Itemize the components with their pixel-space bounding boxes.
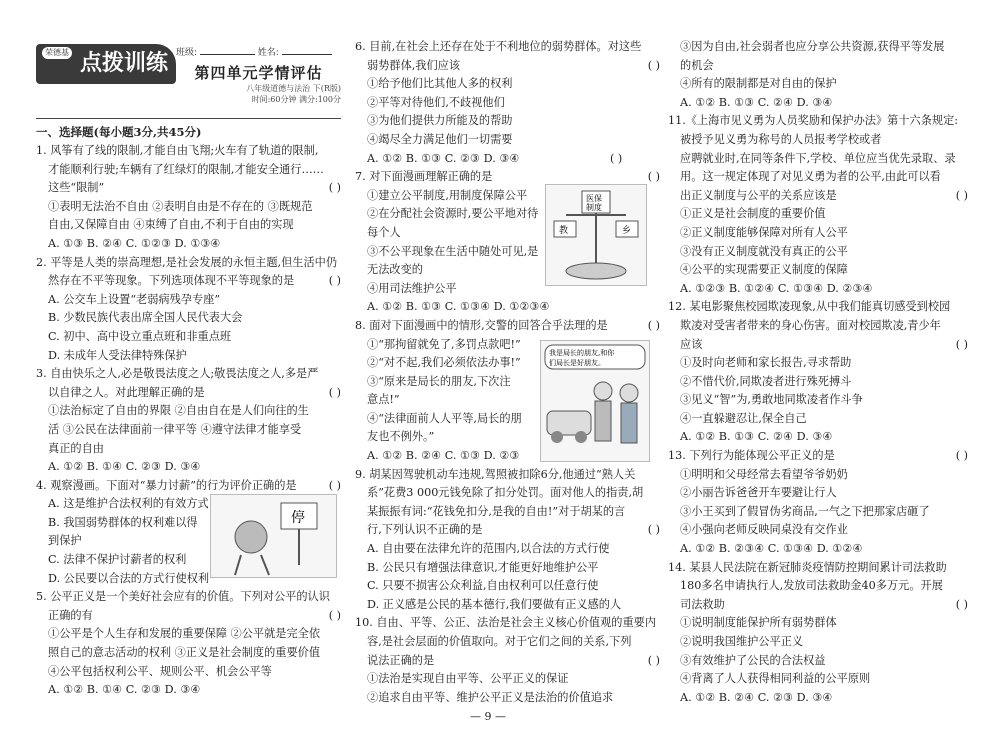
question-text: 每个人 — [367, 225, 401, 239]
question-line — [668, 168, 968, 187]
question-text: 5. 公平正义是一个美好社会应有的价值。下列对公平的认识 — [36, 590, 330, 604]
label-education: 教 — [559, 226, 569, 236]
question-text: 被授予见义勇为称号的人员报考学校或者 — [680, 132, 882, 146]
question-text: ②不惜代价,同欺凌者进行殊死搏斗 — [680, 374, 852, 388]
question-line — [355, 298, 660, 317]
question-line — [36, 625, 341, 644]
question-line — [36, 365, 341, 384]
question-line — [355, 75, 660, 94]
question-line — [36, 309, 341, 328]
speech-line-2: 们局长是好朋友。 — [549, 359, 605, 367]
question-line — [668, 689, 968, 708]
question-text: 9. 胡某因驾驶机动车违规,驾照被扣除6分,他通过“熟人关 — [355, 467, 636, 481]
answer-blank[interactable]: ( ) — [647, 523, 660, 537]
answer-blank[interactable]: ( ) — [955, 597, 968, 611]
cartoon-sign-text: 停 — [291, 510, 305, 526]
question-line — [36, 198, 341, 217]
time-score: 时间:60分钟 满分:100分 — [251, 95, 341, 104]
question-line — [36, 458, 341, 477]
question-text: 无法改变的 — [367, 263, 423, 277]
answer-blank[interactable]: ( ) — [328, 385, 341, 399]
question-line — [355, 614, 660, 633]
title-banner — [176, 44, 341, 105]
question-line — [355, 540, 660, 559]
question-text: 才能顺利行驶;车辆有了红绿灯的限制,才能安全通行…… — [48, 162, 324, 176]
question-line — [36, 347, 341, 366]
question-text: 以自律之人。对此理解正确的是 — [48, 385, 205, 399]
question-text: ②小丽告诉爸爸开车要避让行人 — [680, 486, 837, 500]
question-text: 用。这一规定体现了对见义勇为者的公平,由此可以看 — [680, 170, 941, 184]
question-line — [36, 272, 341, 291]
question-text: ①表明无法治不自由 ②表明自由是不存在的 ③既规范 — [48, 199, 313, 213]
question-text: A. ①② B. ①③ C. ②④ D. ③④ — [680, 95, 833, 109]
question-line — [668, 540, 968, 559]
question-line — [355, 559, 660, 578]
question-line — [355, 57, 660, 76]
question-text: 的机会 — [680, 58, 714, 72]
cartoon-wage-protest — [210, 494, 337, 578]
question-line — [668, 57, 968, 76]
answer-blank[interactable]: ( ) — [647, 318, 660, 332]
question-text: ③见义“智”为,勇敢地同欺凌者作斗争 — [680, 393, 863, 407]
question-line — [355, 577, 660, 596]
question-line — [668, 131, 968, 150]
question-line — [355, 596, 660, 615]
class-field[interactable] — [200, 54, 255, 55]
question-text: ③因为自由,社会弱者也应分享公共资源,获得平等发展 — [680, 40, 945, 53]
question-line — [668, 670, 968, 689]
question-line — [668, 243, 968, 262]
question-line — [668, 577, 968, 596]
question-line — [36, 291, 341, 310]
label-system: 制度 — [586, 203, 602, 212]
question-text: C. 初中、高中设立重点班和非重点班 — [48, 329, 232, 343]
question-line — [668, 38, 968, 57]
question-line — [355, 503, 660, 522]
answer-blank[interactable]: ( ) — [328, 274, 341, 288]
question-line — [355, 317, 660, 336]
column-right — [668, 38, 968, 707]
question-text: 自由,又保障自由 ④束缚了自由,不利于自由的实现 — [48, 218, 294, 232]
section-title: 一、选择题(每小题3分,共45分) — [36, 125, 202, 139]
question-line — [355, 633, 660, 652]
answer-blank[interactable]: ( ) — [955, 337, 968, 351]
question-line — [36, 142, 341, 161]
question-text: 意点!” — [367, 393, 400, 407]
question-text: ②追求自由平等、维护公平正义是法治的价值追求 — [367, 690, 614, 704]
label-village: 乡 — [622, 226, 632, 236]
question-line — [36, 216, 341, 235]
question-text: A. ①② B. ①④ C. ②③ D. ③④ — [48, 683, 201, 697]
question-text: 弱势群体,我们应该 — [367, 58, 461, 72]
question-text: 说法正确的是 — [367, 653, 435, 667]
question-text: A. 公交车上设置“老弱病残孕专座” — [48, 292, 221, 306]
question-text: A. ①③ B. ②④ C. ①②③ D. ①③④ — [48, 236, 221, 250]
question-text: 照自己的意志活动的权利 ③正义是社会制度的重要价值 — [48, 646, 321, 660]
question-line — [668, 559, 968, 578]
question-text: 8. 面对下面漫画中的情形,交警的回答合乎法理的是 — [355, 318, 608, 332]
question-line — [668, 447, 968, 466]
question-line — [668, 596, 968, 615]
question-line — [36, 477, 341, 496]
question-text: D. 公民要以合法的方式行使权利 — [48, 571, 210, 585]
question-text: 然存在不平等现象。下列选项体现不平等现象的是 — [48, 274, 295, 288]
question-text: 真正的自由 — [48, 441, 104, 455]
answer-blank[interactable]: ( ) — [955, 188, 968, 202]
question-text: B. 公民只有增强法律意识,才能更好地维护公平 — [367, 560, 599, 574]
question-line — [36, 384, 341, 403]
question-text: 13. 下列行为能体现公平正义的是 — [668, 449, 835, 463]
question-line — [668, 652, 968, 671]
question-text: 这些“限制” — [48, 181, 105, 195]
question-line — [36, 421, 341, 440]
question-line — [36, 235, 341, 254]
question-line — [668, 466, 968, 485]
answer-blank[interactable]: ( ) — [955, 449, 968, 463]
question-text: A. ①② B. ①③ C. ②③ D. ③④ — [367, 151, 520, 165]
question-text: 14. 某县人民法院在新冠肺炎疫情防控期间累计司法救助 — [668, 560, 947, 574]
question-text: A. ①② B. ①④ C. ②③ D. ③④ — [48, 460, 201, 474]
question-line — [668, 614, 968, 633]
question-line — [36, 681, 341, 700]
question-text: ④公平的实现需要正义制度的保障 — [680, 263, 848, 277]
question-line — [36, 644, 341, 663]
question-text: 容,是社会层面的价值取向。对于它们之间的关系,下列 — [367, 635, 632, 648]
question-text: ①给予他们比其他人多的权利 — [367, 77, 513, 91]
question-text: 2. 平等是人类的崇高理想,是社会发展的永恒主题,但生活中仍 — [36, 255, 338, 269]
question-line — [355, 484, 660, 503]
cartoon-traffic-police — [540, 340, 650, 462]
question-text: ②正义制度能够保障对所有人公平 — [680, 225, 848, 239]
question-text: ①法治是实现自由平等、公平正义的保证 — [367, 672, 569, 686]
question-text: 180多名申请执行人,发放司法救助金40多万元。开展 — [680, 579, 943, 593]
question-line — [355, 131, 660, 150]
question-text: ②在分配社会资源时,要公平地对待 — [367, 207, 539, 221]
question-text: D. 未成年人受法律特殊保护 — [48, 348, 187, 362]
question-text: 应聘就业时,在同等条件下,学校、单位应当优先录取、录 — [680, 151, 956, 165]
question-text: 司法救助 — [680, 597, 725, 611]
class-label: 班级: — [176, 48, 198, 58]
question-text: 欺凌对受害者带来的身心伤害。面对校园欺凌,青少年 — [680, 318, 941, 332]
name-label: 姓名: — [257, 48, 279, 58]
question-text: ④一直躲避忍让,保全自己 — [680, 411, 807, 425]
question-line — [355, 150, 660, 169]
question-text: 11.《上海市见义勇为人员奖励和保护办法》第十六条规定: — [668, 114, 959, 128]
question-line — [668, 373, 968, 392]
question-line — [355, 652, 660, 671]
answer-blank[interactable]: ( ) — [328, 478, 341, 492]
question-line — [355, 670, 660, 689]
question-text: ①建立公平制度,用制度保障公平 — [367, 188, 528, 202]
question-line — [668, 280, 968, 299]
question-line — [355, 38, 660, 57]
answer-blank[interactable]: ( ) — [647, 170, 660, 184]
answer-blank[interactable]: ( ) — [610, 151, 623, 165]
question-line — [36, 607, 341, 626]
question-text: ③为他们提供力所能及的帮助 — [367, 114, 513, 128]
question-text: ③没有正义制度就没有真正的公平 — [680, 244, 848, 258]
question-text: ①说明制度能保护所有弱势群体 — [680, 616, 837, 630]
question-text: 7. 对下面漫画理解正确的是 — [355, 170, 493, 184]
question-line — [668, 298, 968, 317]
question-text: ①及时向老师和家长报告,寻求帮助 — [680, 356, 852, 370]
question-text: 4. 观察漫画。下面对“暴力讨薪”的行为评价正确的是 — [36, 478, 297, 492]
question-text: ①公平是个人生存和发展的重要保障 ②公平就是完全依 — [48, 627, 321, 641]
question-text: 活 ③公民在法律面前一律平等 ④遵守法律才能享受 — [48, 422, 302, 436]
page-header — [36, 36, 341, 118]
question-text: 应该 — [680, 337, 703, 351]
question-text: ④公平包括权利公平、规则公平、机会公平等 — [48, 664, 272, 678]
question-line — [36, 328, 341, 347]
question-line — [668, 354, 968, 373]
question-text: ①正义是社会制度的重要价值 — [680, 207, 826, 221]
question-text: A. ①② B. ①③ C. ①③④ D. ①②③④ — [367, 300, 550, 314]
question-text: ④用司法维护公平 — [367, 281, 457, 295]
question-text: A. 这是维护合法权利的有效方式 — [48, 497, 209, 511]
question-text: A. 自由要在法律允许的范围内,以合法的方式行使 — [367, 542, 610, 556]
question-line — [355, 466, 660, 485]
question-line — [668, 428, 968, 447]
question-line — [668, 224, 968, 243]
question-text: ④背离了人人获得相同利益的公平原则 — [680, 672, 871, 686]
question-text: 6. 目前,在社会上还存在处于不利地位的弱势群体。对这些 — [355, 40, 642, 53]
question-line — [668, 112, 968, 131]
question-text: 系”花费3 000元钱免除了扣分处罚。面对他人的指责,胡 — [367, 486, 644, 500]
label-medical: 医保 — [586, 194, 602, 203]
question-text: ④“法律面前人人平等,局长的朋 — [367, 411, 522, 425]
question-line — [668, 205, 968, 224]
question-text: 到保护 — [48, 534, 82, 548]
question-line — [36, 663, 341, 682]
question-text: ②“对不起,我们必须依法办事!” — [367, 356, 521, 370]
question-text: ①明明和父母经常去看望爷爷奶奶 — [680, 467, 848, 481]
question-text: ①法治标定了自由的界限 ②自由自在是人们向往的生 — [48, 404, 309, 418]
brand-logo — [36, 44, 176, 84]
question-line — [668, 261, 968, 280]
question-text: ③不公平现象在生活中随处可见,是 — [367, 244, 539, 258]
page-title: 第四单元学情评估 — [194, 64, 323, 82]
question-text: ③小王买到了假冒伪劣商品,一气之下把那家店砸了 — [680, 504, 930, 518]
question-text: ④所有的限制都是对自由的保护 — [680, 77, 837, 91]
question-line — [355, 521, 660, 540]
question-line — [668, 503, 968, 522]
question-line — [668, 521, 968, 540]
question-text: ②说明我国维护公平正义 — [680, 635, 804, 648]
question-line — [36, 179, 341, 198]
question-text: ④小强向老师反映同桌没有交作业 — [680, 523, 848, 537]
question-text: 10. 自由、平等、公正、法治是社会主义核心价值观的重要内 — [355, 616, 657, 630]
question-line — [668, 391, 968, 410]
speech-line-1: 我是局长的朋友,和你 — [549, 349, 615, 357]
student-fields — [176, 44, 341, 62]
question-line — [36, 161, 341, 180]
question-line — [668, 75, 968, 94]
question-text: A. ①② B. ②③④ C. ①③④ D. ①②④ — [680, 542, 863, 556]
question-line — [668, 150, 968, 169]
question-text: C. 法律不保护讨薪者的权利 — [48, 553, 187, 567]
question-text: ④竭尽全力满足他们一切需要 — [367, 132, 513, 146]
question-line — [668, 484, 968, 503]
question-text: A. ①② B. ①③ C. ②④ D. ③④ — [680, 430, 833, 444]
question-text: 3. 自由快乐之人,必是敬畏法度之人;敬畏法度之人,多是严 — [36, 367, 319, 381]
brand-name: 点拨训练 — [79, 51, 168, 76]
brand-small: 荣德基 — [42, 47, 72, 59]
question-text: 行,下列认识不正确的是 — [367, 523, 483, 537]
question-text: D. 正义感是公民的基本德行,我们要做有正义感的人 — [367, 597, 622, 611]
question-text: A. ①② B. ②④ C. ①③ D. ②③ — [367, 449, 520, 463]
question-line — [668, 94, 968, 113]
question-line — [36, 254, 341, 273]
question-line — [36, 588, 341, 607]
question-text: B. 少数民族代表出席全国人民代表大会 — [48, 311, 243, 325]
answer-blank[interactable]: ( ) — [328, 181, 341, 195]
question-line — [668, 187, 968, 206]
question-line — [36, 440, 341, 459]
answer-blank[interactable]: ( ) — [647, 58, 660, 72]
question-text: C. 只要不损害公众利益,自由权利可以任意行使 — [367, 579, 599, 593]
column-left — [36, 142, 341, 700]
question-line — [668, 336, 968, 355]
question-text: ①“那拘留就免了,多罚点款吧!” — [367, 337, 521, 351]
header-divider — [36, 118, 341, 119]
question-text: A. ①② B. ②④ C. ②③ D. ③④ — [680, 690, 833, 704]
question-text: ③“原来是局长的朋友,下次注 — [367, 374, 511, 388]
answer-blank[interactable]: ( ) — [328, 608, 341, 622]
question-text: 正确的有 — [48, 608, 93, 622]
question-text: A. ①②③ B. ①②④ C. ①③④ D. ②③④ — [680, 281, 873, 295]
question-line — [668, 410, 968, 429]
page-number: — 9 — — [470, 710, 506, 723]
question-text: B. 我国弱势群体的权利难以得 — [48, 515, 198, 529]
question-text: ②平等对待他们,不歧视他们 — [367, 95, 505, 109]
question-text: ③有效维护了公民的合法权益 — [680, 653, 826, 667]
question-text: 出正义制度与公平的关系应该是 — [680, 188, 837, 202]
question-text: 某振振有词:“花钱免扣分,是我的自由!”对于胡某的言 — [367, 504, 626, 518]
question-text: 1. 风筝有了线的限制,才能自由飞翔;火车有了轨道的限制, — [36, 144, 319, 157]
question-line — [355, 689, 660, 708]
page-subtitle: 八年级道德与法治 下(R版) — [246, 84, 341, 93]
question-line — [668, 633, 968, 652]
cartoon-fair-scale — [545, 184, 647, 286]
question-text: 友也不例外。” — [367, 430, 435, 444]
question-line — [355, 112, 660, 131]
answer-blank[interactable]: ( ) — [647, 653, 660, 667]
question-line — [668, 317, 968, 336]
question-line — [36, 402, 341, 421]
question-text: 12. 某电影聚焦校园欺凌现象,从中我们能真切感受到校园 — [668, 300, 951, 314]
question-line — [355, 94, 660, 113]
name-field[interactable] — [282, 54, 332, 55]
